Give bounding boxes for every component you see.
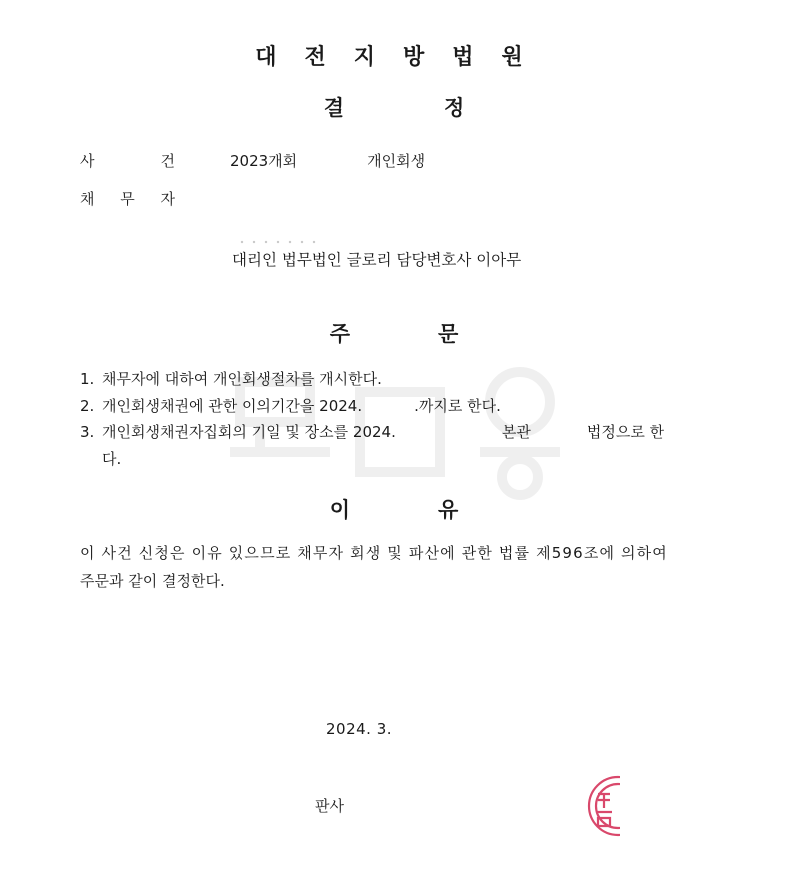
document-type-heading: 결 정 [323,96,465,120]
order-item: 1. 채무자에 대하여 개인회생절차를 개시한다. [80,370,382,388]
case-number: 2023개회 [230,152,298,170]
case-type: 개인회생 [367,152,426,170]
order-item: 2. 개인회생채권에 관한 이의기간을 2024. .까지로 한다. [80,396,501,415]
order-heading: 주 문 [329,322,459,346]
agent-line: 대리인 법무법인 글로리 담당변호사 이아무 [232,251,522,269]
reason-heading: 이 유 [329,498,459,522]
court-seal-icon [584,774,620,838]
court-name: 대전지방법원 [255,45,551,70]
order-list [80,366,720,472]
debtor-label: 채 무 자 [80,190,175,208]
decision-date: 2024. 3. [326,720,393,738]
case-label: 사 건 [80,152,175,170]
redaction-mark [236,240,320,244]
case-row [80,150,425,171]
debtor-row [80,188,175,209]
reason-text: 이 사건 신청은 이유 있으므로 채무자 회생 및 파산에 관한 법률 제596조에 의하여 주문과 같이 결정한다. [80,544,668,590]
judge-label: 판사 [315,797,344,815]
order-item: 3. 개인회생채권자집회의 기일 및 장소를 2024. 본관 법정으로 한 다. [80,423,665,468]
